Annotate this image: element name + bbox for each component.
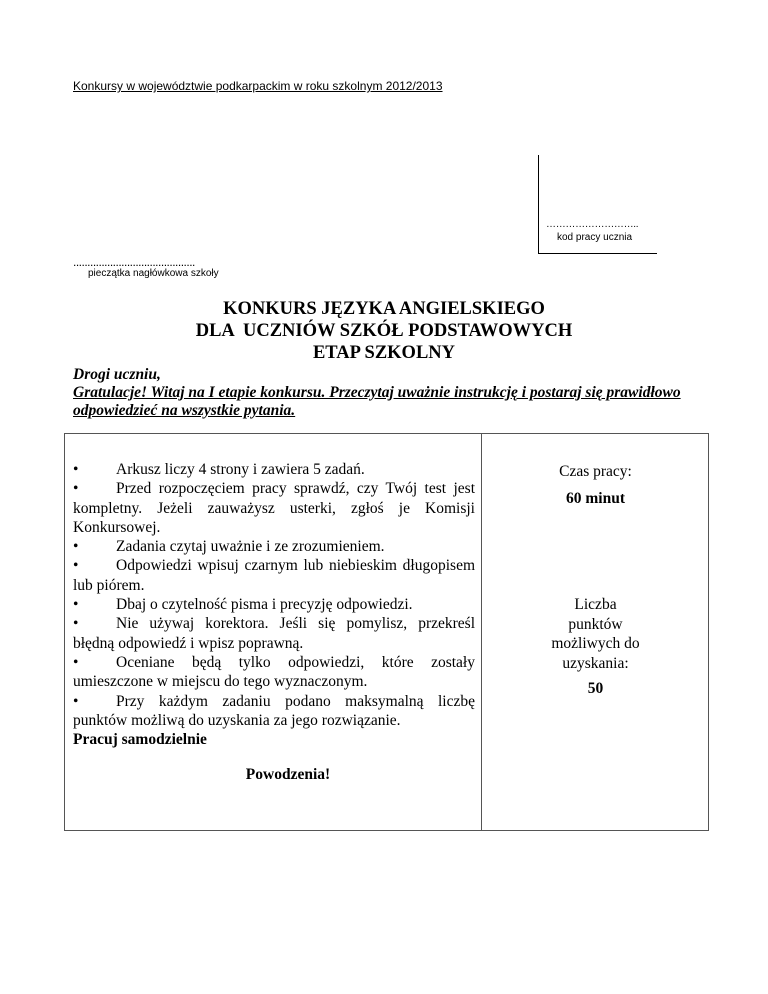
bullet-icon: •	[73, 557, 79, 575]
time-label: Czas pracy:	[559, 463, 632, 480]
instructions-list	[73, 460, 475, 749]
bullet-icon: •	[73, 538, 79, 556]
instruction-item	[73, 479, 475, 537]
instruction-item	[73, 614, 475, 653]
instruction-item	[73, 692, 475, 731]
instruction-text: Nie używaj korektora. Jeśli się pomylisz, przekreśl błędną odpowiedź i wpisz poprawną.	[73, 615, 475, 652]
points-value: 50	[587, 680, 604, 697]
contest-header: Konkursy w województwie podkarpackim w roku szkolnym 2012/2013	[73, 79, 443, 93]
greeting: Drogi uczniu,	[73, 366, 161, 383]
title-line-1: KONKURS JĘZYKA ANGIELSKIEGO	[223, 299, 545, 319]
time-value: 60 minut	[566, 490, 625, 507]
instruction-text: Oceniane będą tylko odpowiedzi, które zostały umieszczone w miejscu do tego wyznaczonym.	[73, 653, 475, 691]
bullet-icon: •	[73, 480, 79, 498]
bullet-icon: •	[73, 461, 79, 478]
instruction-item	[73, 460, 475, 479]
instruction-item	[73, 537, 475, 556]
instruction-item	[73, 595, 475, 614]
instruction-item	[73, 556, 475, 595]
bullet-icon: •	[73, 653, 79, 671]
instruction-text: Dbaj o czytelność pisma i precyzję odpowiedzi.	[116, 596, 413, 614]
points-label	[482, 595, 709, 673]
instruction-text: Przy każdym zadaniu podano maksymalną liczbę punktów możliwą do uzyskania za jego rozwiązanie.	[73, 692, 475, 729]
instruction-text: Zadania czytaj uważnie i ze zrozumieniem.	[116, 538, 385, 556]
school-stamp-dots: ...........................................	[73, 255, 195, 269]
good-luck-text: Powodzenia!	[245, 766, 331, 783]
instruction-item	[73, 653, 475, 692]
work-alone-text: Pracuj samodzielnie	[73, 731, 207, 749]
student-code-label: kod pracy ucznia	[557, 232, 633, 243]
instruction-text: Arkusz liczy 4 strony i zawiera 5 zadań.	[116, 461, 365, 478]
instruction-text: Przed rozpoczęciem pracy sprawdź, czy Twój test jest kompletny. Jeżeli zauważysz usterki, zgłoś je Komisji Konkursowej.	[73, 480, 475, 536]
instruction-text: Odpowiedzi wpisuj czarnym lub niebieskim długopisem lub piórem.	[73, 557, 475, 594]
points-label-text: Liczba punktów możliwych do uzyskania:	[551, 596, 640, 672]
school-stamp-label: pieczątka nagłówkowa szkoły	[88, 268, 219, 279]
title-line-3: ETAP SZKOLNY	[312, 343, 456, 363]
bullet-icon: •	[73, 615, 79, 633]
bullet-icon: •	[73, 692, 79, 710]
bullet-icon: •	[73, 596, 79, 614]
congratulations-text: Gratulacje! Witaj na I etapie konkursu. Przeczytaj uważnie instrukcję i postaraj się prawidłowo odpowiedzieć na wszystkie pytania.	[73, 384, 681, 419]
title-line-2: DLA UCZNIÓW SZKÓŁ PODSTAWOWYCH	[195, 321, 573, 341]
student-code-dots: ………………………..	[546, 219, 639, 230]
